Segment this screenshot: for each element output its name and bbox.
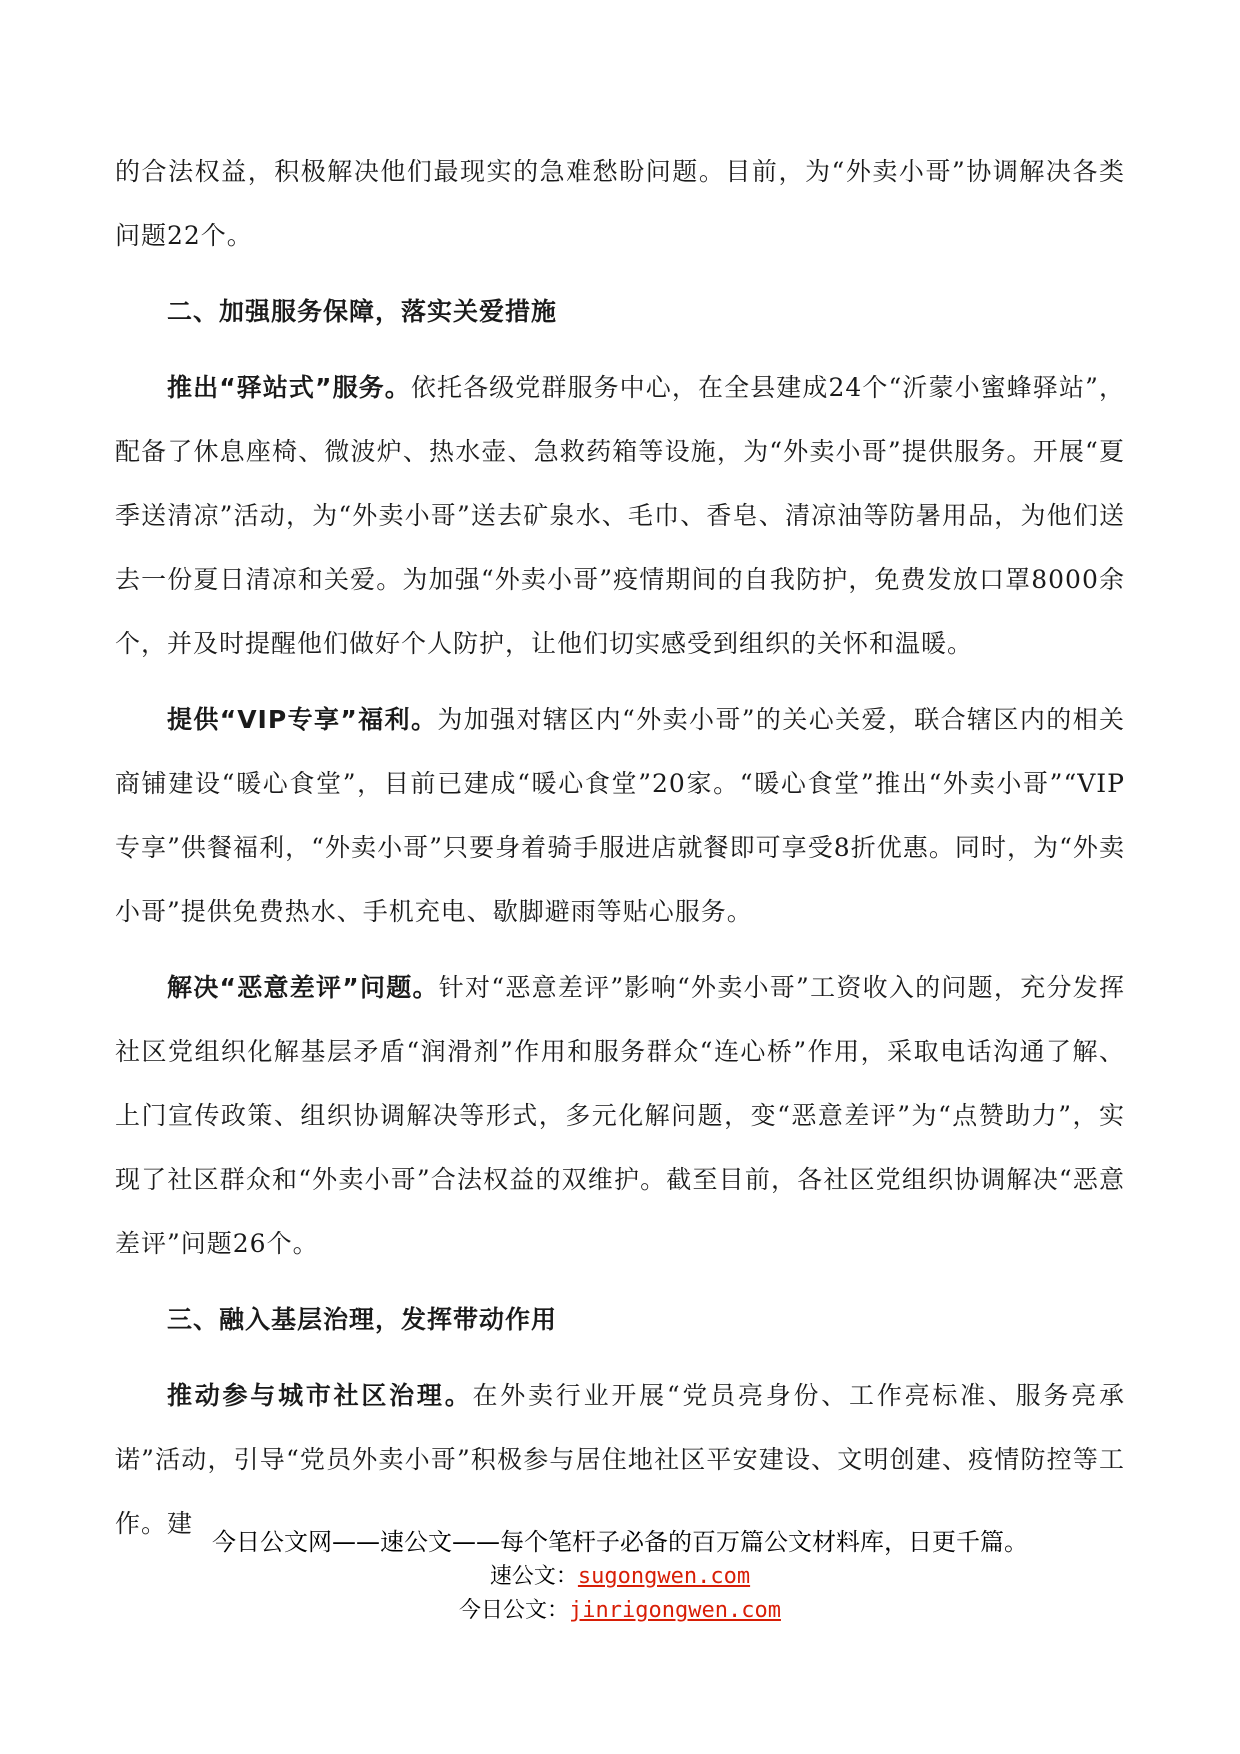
paragraph-text: 针对“恶意差评”影响“外卖小哥”工资收入的问题，充分发挥社区党组织化解基层矛盾“润滑剂”作用和服务群众“连心桥”作用，采取电话沟通了解、上门宣传政策、组织协调解决等形式，多元化解问题，变“恶意差评”为“点赞助力”，实现了社区群众和“外卖小哥”合法权益的双维护。截至目前，各社区党组织协调解决“恶意差评”问题26个。 [115,973,1125,1258]
footer-jinrigongwen [0,1594,1240,1628]
paragraph-bad-reviews [115,956,1125,1276]
paragraph-text: 在外卖行业开展“党员亮身份、工作亮标准、服务亮承诺”活动，引导“党员外卖小哥”积极参与居住地社区平安建设、文明创建、疫情防控等工作。建 [115,1381,1125,1538]
footer-label: 速公文： [489,1564,578,1589]
paragraph-lead: 推动参与城市社区治理。 [167,1381,473,1410]
paragraph-text: 为加强对辖区内“外卖小哥”的关心关爱，联合辖区内的相关商铺建设“暖心食堂”，目前已建成“暖心食堂”20家。“暖心食堂”推出“外卖小哥”“VIP专享”供餐福利，“外卖小哥”只要身着骑手服进店就餐即可享受8折优惠。同时，为“外卖小哥”提供免费热水、手机充电、歇脚避雨等贴心服务。 [115,705,1125,926]
paragraph-vip-benefits [115,688,1125,944]
paragraph-lead: 提供“VIP专享”福利。 [167,705,438,734]
jinrigongwen-link[interactable]: jinrigongwen.com [569,1598,781,1623]
section-heading-2: 二、加强服务保障，落实关爱措施 [167,297,558,326]
paragraph-lead: 推出“驿站式”服务。 [167,373,411,402]
paragraph-continuation [115,140,1125,268]
document-body [115,140,1125,1568]
footer-slogan: 今日公文网——速公文——每个笔杆子必备的百万篇公文材料库，日更千篇。 [212,1528,1028,1556]
paragraph-text: 的合法权益，积极解决他们最现实的急难愁盼问题。目前，为“外卖小哥”协调解决各类问题22个。 [115,157,1125,250]
paragraph-station-service [115,356,1125,676]
footer-sugongwen [0,1560,1240,1594]
paragraph-lead: 解决“恶意差评”问题。 [167,973,439,1002]
footer-label: 今日公文： [459,1598,570,1623]
paragraph-text: 依托各级党群服务中心，在全县建成24个“沂蒙小蜜蜂驿站”，配备了休息座椅、微波炉、热水壶、急救药箱等设施，为“外卖小哥”提供服务。开展“夏季送清凉”活动，为“外卖小哥”送去矿泉水、毛巾、香皂、清凉油等防暑用品，为他们送去一份夏日清凉和关爱。为加强“外卖小哥”疫情期间的自我防护，免费发放口罩8000余个，并及时提醒他们做好个人防护，让他们切实感受到组织的关怀和温暖。 [115,373,1125,658]
page-footer [0,1524,1240,1628]
sugongwen-link[interactable]: sugongwen.com [577,1564,751,1589]
section-heading-3: 三、融入基层治理，发挥带动作用 [167,1305,558,1334]
